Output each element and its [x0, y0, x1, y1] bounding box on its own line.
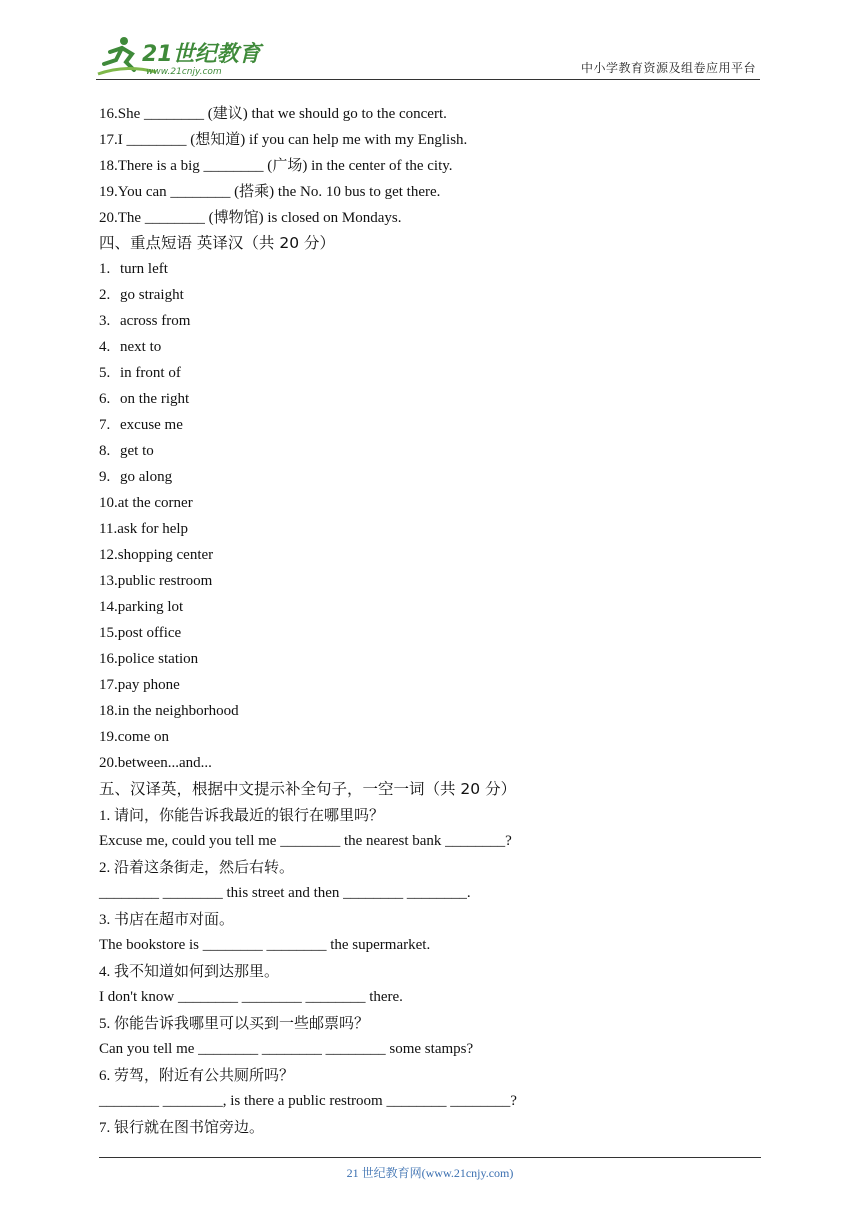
- footer-link[interactable]: 21 世纪教育网(www.21cnjy.com): [346, 1166, 514, 1180]
- fill-item: 17.I ________ (想知道) if you can help me with my English.: [99, 130, 468, 148]
- fill-item: 18.There is a big ________ (广场) in the center of the city.: [99, 156, 453, 174]
- list-item: 18.in the neighborhood: [99, 703, 239, 719]
- list-item: 14.parking lot: [99, 599, 184, 615]
- list-item: 19.come on: [99, 729, 169, 745]
- list-item: 13.public restroom: [99, 573, 213, 589]
- question-en: ________ ________ this street and then ________ ________.: [99, 885, 471, 901]
- logo-text: 21世纪教育: [142, 42, 261, 67]
- header-tagline: 中小学教育资源及组卷应用平台: [580, 61, 756, 75]
- fill-item: 16.She ________ (建议) that we should go to the concert.: [99, 104, 447, 122]
- question-cn: 5. 你能告诉我哪里可以买到一些邮票吗？: [99, 1014, 370, 1032]
- list-item: 2. go straight: [99, 287, 184, 303]
- question-en: The bookstore is ________ ________ the supermarket.: [99, 937, 431, 953]
- question-en: ________ ________, is there a public restroom ________ ________?: [99, 1093, 517, 1109]
- list-item: 15.post office: [99, 625, 182, 641]
- list-item: 9. go along: [99, 469, 173, 485]
- list-item: 7. excuse me: [99, 417, 183, 433]
- header-divider: [96, 79, 760, 80]
- section-translation: [99, 776, 759, 1140]
- question-en: I don't know ________ ________ ________ there.: [99, 989, 403, 1005]
- question-cn: 4. 我不知道如何到达那里。: [99, 962, 280, 980]
- fill-in-section: [99, 100, 759, 230]
- worksheet-content: [99, 100, 759, 1140]
- question-cn: 3. 书店在超市对面。: [99, 910, 235, 928]
- question-cn: 7. 银行就在图书馆旁边。: [99, 1118, 265, 1136]
- list-item: 12.shopping center: [99, 547, 214, 563]
- list-item: 3. across from: [99, 313, 191, 329]
- list-item: 11.ask for help: [99, 521, 189, 537]
- site-logo: [96, 34, 266, 78]
- list-item: 1. turn left: [99, 261, 168, 277]
- section-phrases: [99, 230, 759, 776]
- footer-divider: [99, 1157, 761, 1158]
- list-item: 16.police station: [99, 651, 199, 667]
- logo-url: www.21cnjy.com: [146, 67, 222, 77]
- section-title: 四、重点短语 英译汉（共 20 分）: [99, 234, 336, 252]
- list-item: 5. in front of: [99, 365, 181, 381]
- question-en: Excuse me, could you tell me ________ the nearest bank ________?: [99, 833, 512, 849]
- list-item: 4. next to: [99, 339, 162, 355]
- fill-item: 19.You can ________ (搭乘) the No. 10 bus to get there.: [99, 182, 441, 200]
- section-title: 五、汉译英，根据中文提示补全句子，一空一词（共 20 分）: [99, 780, 517, 798]
- question-en: Can you tell me ________ ________ ________ some stamps?: [99, 1041, 474, 1057]
- list-item: 6. on the right: [99, 391, 190, 407]
- list-item: 17.pay phone: [99, 677, 180, 693]
- list-item: 20.between...and...: [99, 755, 212, 771]
- question-cn: 1. 请问，你能告诉我最近的银行在哪里吗？: [99, 806, 385, 824]
- list-item: 8. get to: [99, 443, 154, 459]
- question-cn: 2. 沿着这条街走，然后右转。: [99, 858, 295, 876]
- question-cn: 6. 劳驾，附近有公共厕所吗？: [99, 1066, 295, 1084]
- page-header: [96, 34, 760, 80]
- fill-item: 20.The ________ (博物馆) is closed on Mondays.: [99, 208, 402, 226]
- list-item: 10.at the corner: [99, 495, 193, 511]
